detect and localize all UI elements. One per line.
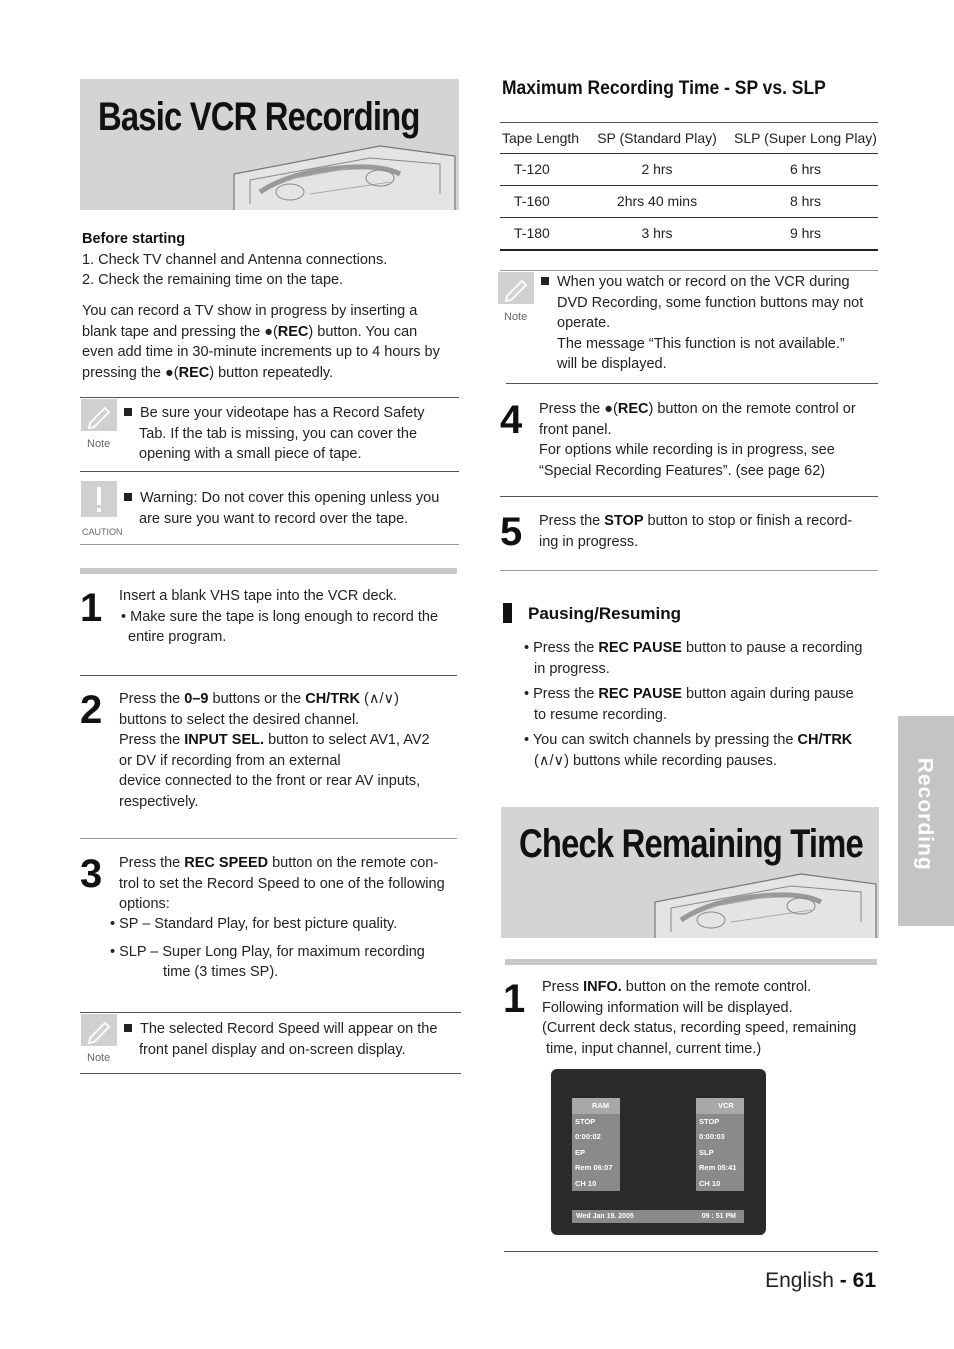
caution-line1: Warning: Do not cover this opening unless you: [140, 490, 440, 506]
note-label: Note: [87, 1052, 111, 1064]
page-footer: English - 61: [765, 1269, 876, 1292]
note3-line1: When you watch or record on the VCR during: [557, 274, 850, 290]
caution-exclamation-icon: [81, 481, 117, 517]
table-header: SLP (Super Long Play): [733, 123, 878, 154]
before-item-1: 1. Check TV channel and Antenna connections.: [82, 251, 388, 268]
step1-line1: Insert a blank VHS tape into the VCR deck.: [119, 588, 398, 604]
pausing-heading: Pausing/Resuming: [528, 604, 682, 623]
step3-slp-option: SLP – Super Long Play, for maximum recording: [119, 943, 425, 960]
caution-label: CAUTION: [82, 527, 123, 537]
osd-time: 09 : 51 PM: [701, 1213, 736, 1220]
step-5-number: 5: [500, 510, 523, 554]
intro-paragraph: You can record a TV show in progress by inserting a blank tape and pressing the ●(REC) button. You can even add time in 30-minute increments up to 4 hours by pressing the ●(REC) button repeatedly.: [82, 303, 440, 381]
vhs-tape-illustration: [651, 862, 879, 938]
step-3-number: 3: [80, 852, 103, 896]
vhs-tape-illustration: [230, 134, 459, 210]
before-starting-heading: Before starting: [82, 231, 186, 247]
table-row: T-160 2hrs 40 mins 8 hrs: [500, 186, 878, 218]
page-title: Basic VCR Recording: [98, 95, 420, 139]
step-4-number: 4: [500, 398, 523, 442]
note-label: Note: [504, 311, 528, 323]
step-1-number: 1: [80, 586, 103, 630]
table-row: T-120 2 hrs 6 hrs: [500, 154, 878, 186]
check-step-1-number: 1: [503, 977, 526, 1021]
osd-date-bar: [572, 1210, 744, 1223]
table-title: Maximum Recording Time - SP vs. SLP: [502, 78, 826, 99]
note-pencil-icon: [498, 272, 534, 304]
table-header: Tape Length: [500, 123, 581, 154]
section-side-tab: [898, 716, 954, 926]
osd-vcr-column: VCR STOP 0:00:03 SLP Rem 05:41 CH 10: [696, 1098, 744, 1191]
osd-dvd-column: RAM STOP 0:00:02 EP Rem 06:07 CH 10: [572, 1098, 620, 1191]
title-banner-check-remaining: [501, 807, 879, 938]
table-header: SP (Standard Play): [581, 123, 733, 154]
title-banner-basic-vcr: [80, 79, 459, 210]
step-2-number: 2: [80, 688, 103, 732]
note-pencil-icon: [81, 399, 117, 431]
footer-language: English: [765, 1269, 834, 1292]
osd-date: Wed Jan 19. 2005: [576, 1213, 634, 1220]
before-item-2: 2. Check the remaining time on the tape.: [82, 272, 344, 288]
note-pencil-icon: [81, 1014, 117, 1046]
pausing-heading-marker: [503, 603, 512, 623]
note-label: Note: [87, 438, 111, 450]
page-number: 61: [852, 1269, 876, 1292]
note1-line1: Be sure your videotape has a Record Safety: [140, 405, 425, 421]
table-row: T-180 3 hrs 9 hrs: [500, 218, 878, 251]
recording-time-table: [500, 123, 878, 251]
step3-sp-option: SP – Standard Play, for best picture quality.: [119, 916, 398, 932]
note2-line1: The selected Record Speed will appear on the: [140, 1021, 438, 1037]
section-title: Check Remaining Time: [519, 822, 863, 866]
side-tab-label: Recording: [913, 757, 937, 871]
info-display-screen: [551, 1069, 766, 1235]
